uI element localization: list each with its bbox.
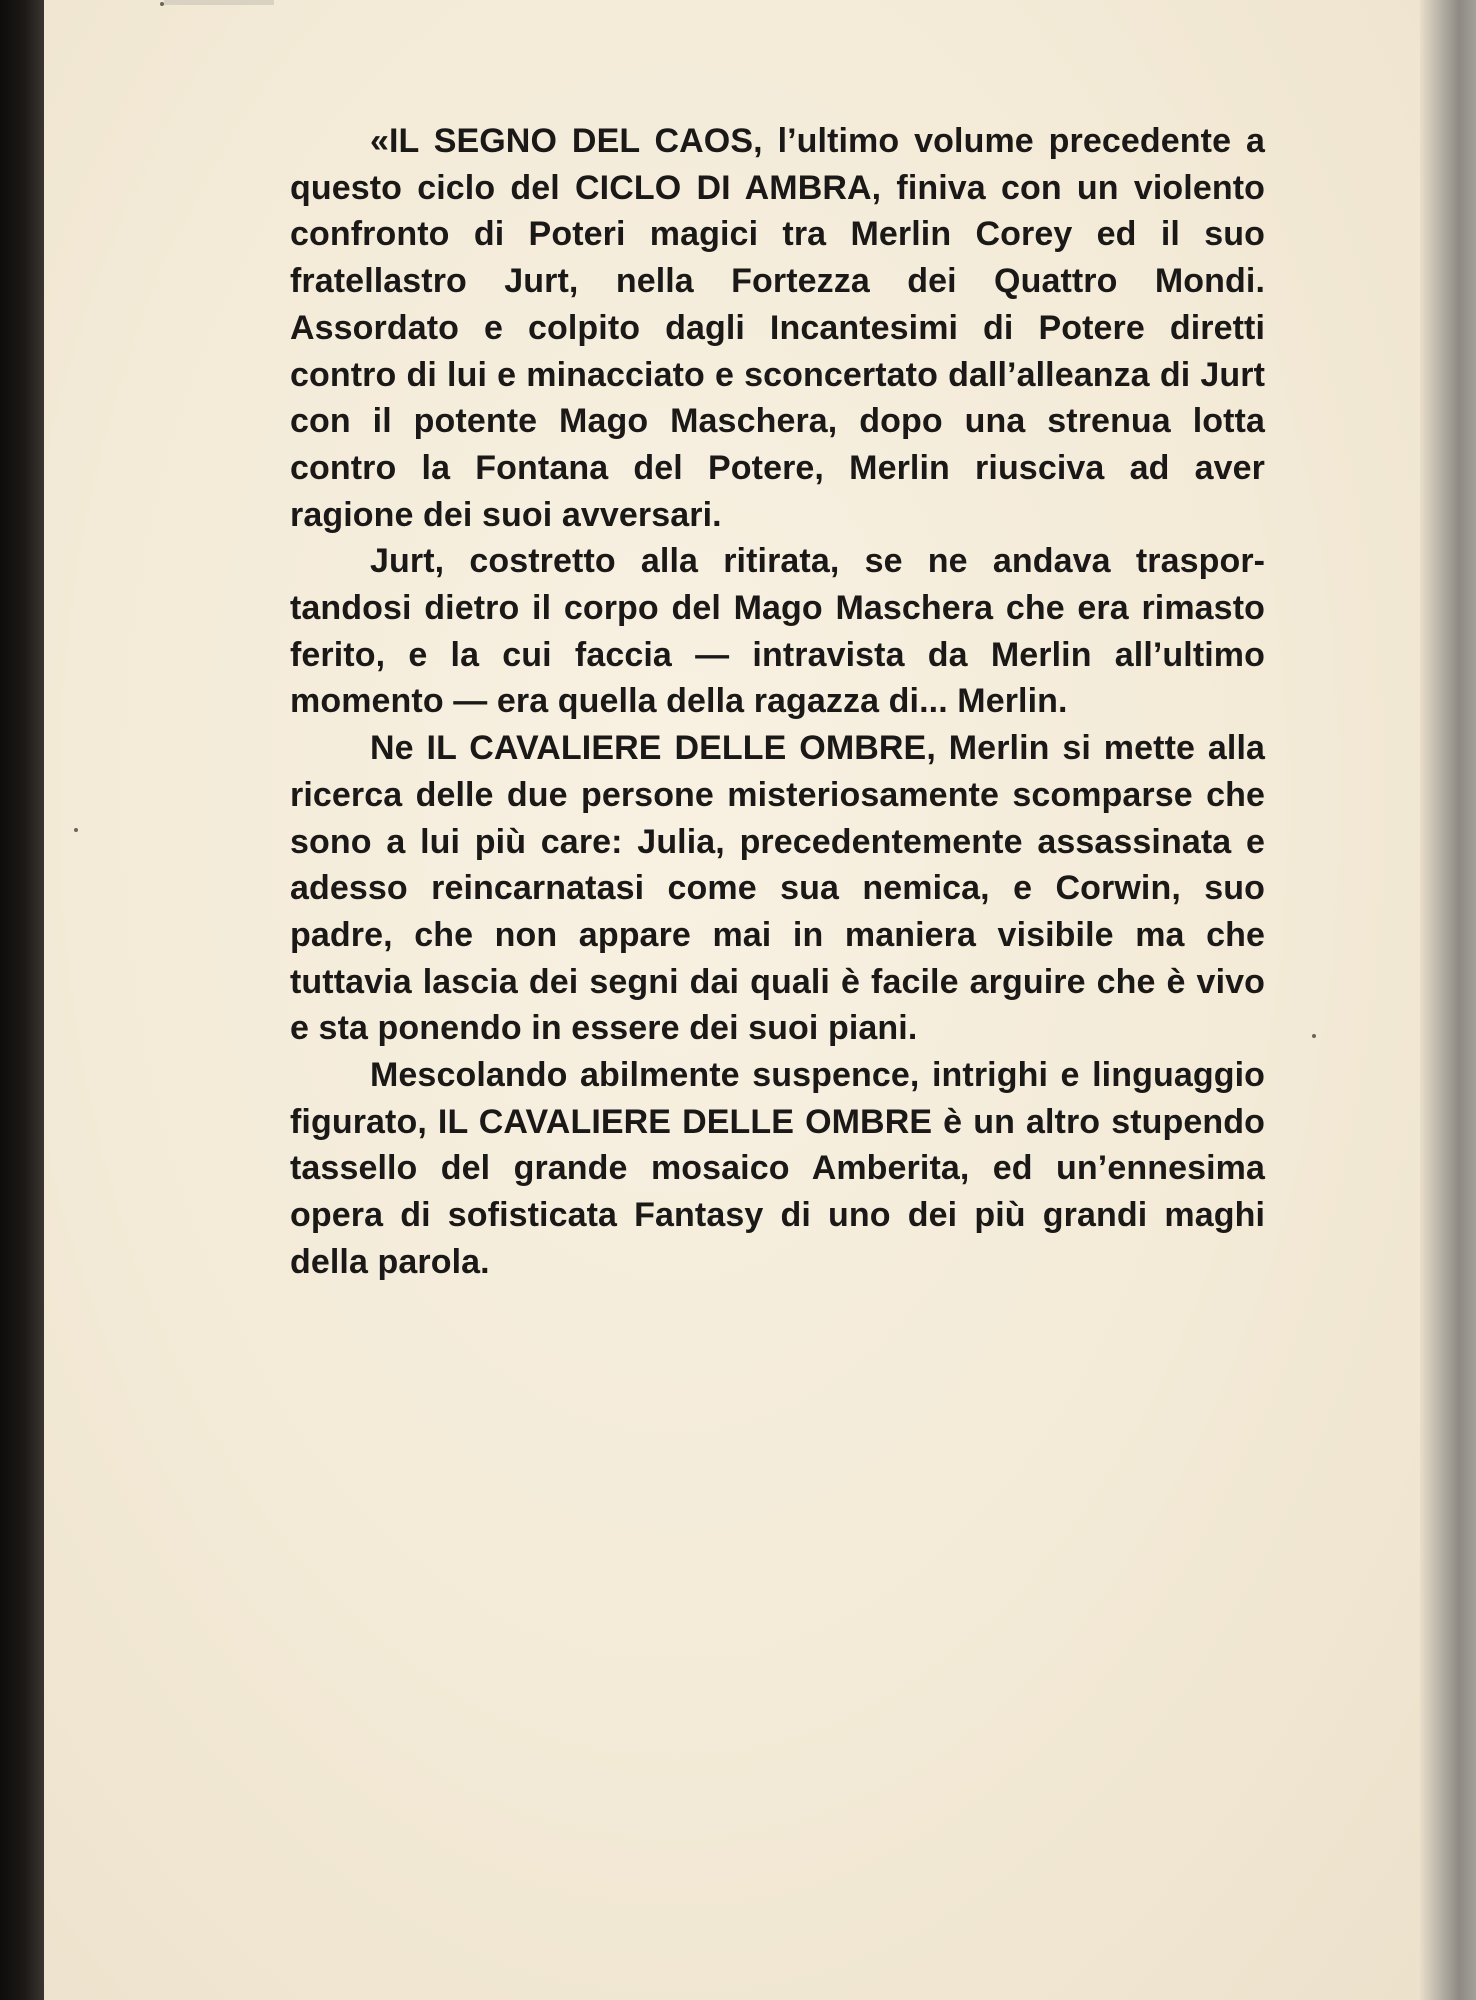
top-edge-mark: [164, 0, 274, 5]
paper-speck: [160, 2, 164, 6]
blurb-paragraph-2: Jurt, costretto alla ritirata, se ne andava trasportandosi dietro il corpo del Mago Maschera che era rimasto ferito, e la cui faccia — intravista da Merlin all’ultimo momento — era quella della ragazza di... Merlin.: [290, 542, 1265, 721]
blurb-paragraph-3: Ne IL CAVALIERE DELLE OMBRE, Merlin si mette alla ricerca delle due persone misteriosamente scomparse che sono a lui più care: Julia, precedentemente assassinata e adesso reincarnatasi come sua nemica, e Corwin, suo padre, che non appare mai in maniera visibile ma che tuttavia lascia dei segni dai quali è facile arguire che è vivo e sta ponendo in essere dei suoi piani.: [290, 729, 1265, 1048]
blurb-text: [290, 118, 1265, 1286]
paper-speck: [1312, 1034, 1316, 1038]
paper-speck: [74, 828, 78, 832]
blurb-paragraph-4: Mescolando abilmente suspence, intrighi e linguaggio figurato, IL CAVALIERE DELLE OMBRE è un altro stupendo tassello del grande mosaico Amberita, ed un’ennesima opera di sofisticata Fantasy di uno dei più grandi maghi della parola.: [290, 1056, 1265, 1281]
spine-shadow: [0, 0, 44, 2000]
blurb-paragraph-1: «IL SEGNO DEL CAOS, l’ultimo volume precedente a questo ciclo del CICLO DI AMBRA, finiva con un violento confronto di Poteri magici tra Merlin Corey ed il suo fratellastro Jurt, nella Fortezza dei Quattro Mondi. Assordato e colpito dagli Incantesimi di Potere diretti contro di lui e minacciato e sconcertato dall’alleanza di Jurt con il potente Mago Maschera, dopo una strenua lotta contro la Fontana del Potere, Merlin riusciva ad aver ragione dei suoi avversari.: [290, 122, 1265, 534]
page-right-edge: [1420, 0, 1476, 2000]
